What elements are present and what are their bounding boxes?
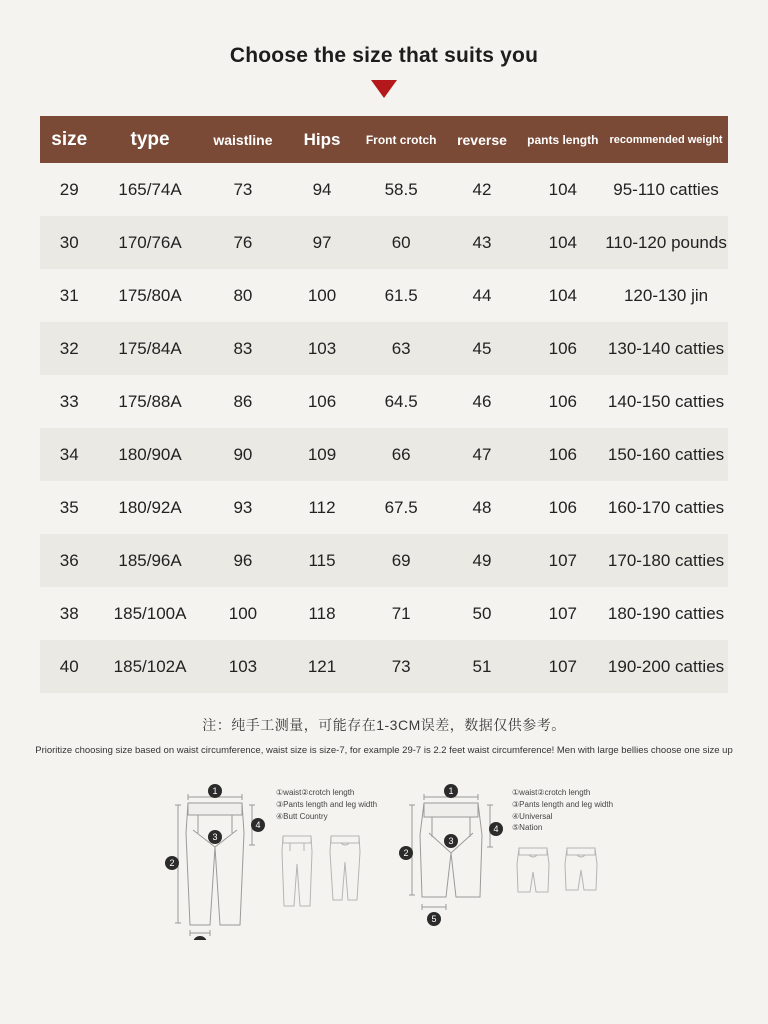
cell-size: 36 (40, 534, 98, 587)
long-pants-diagram-block (160, 775, 378, 940)
cell-reverse: 46 (442, 375, 521, 428)
cell-recommended-weight: 120-130 jin (604, 269, 728, 322)
note-english: Prioritize choosing size based on waist circumference, waist size is size-7, for example 29-7 is 2.2 feet waist circumference! Men with large bellies choose one size up (35, 745, 733, 756)
cell-recommended-weight: 110-120 pounds (604, 216, 728, 269)
cell-waistline: 80 (202, 269, 285, 322)
long-pants-mini-row (276, 830, 372, 910)
cell-type: 185/102A (98, 640, 201, 693)
column-header-hips: Hips (284, 116, 360, 163)
cell-recommended-weight: 160-170 catties (604, 481, 728, 534)
marker-3: 3 (448, 836, 454, 847)
cell-size: 35 (40, 481, 98, 534)
cell-hips: 100 (284, 269, 360, 322)
marker-1: 1 (448, 786, 454, 797)
legend-line-4: ⑤Nation (512, 823, 543, 833)
cell-type: 170/76A (98, 216, 201, 269)
cell-size: 29 (40, 163, 98, 216)
cell-hips: 112 (284, 481, 360, 534)
marker-5: 5 (431, 914, 437, 925)
cell-pants-length: 104 (522, 163, 605, 216)
cell-front-crotch: 58.5 (360, 163, 443, 216)
cell-front-crotch: 71 (360, 587, 443, 640)
column-header-type: type (98, 116, 201, 163)
table-row (40, 216, 728, 269)
table-row (40, 269, 728, 322)
cell-recommended-weight: 170-180 catties (604, 534, 728, 587)
marker-4: 4 (493, 824, 499, 835)
cell-front-crotch: 69 (360, 534, 443, 587)
marker-4: 4 (255, 820, 261, 831)
cell-hips: 109 (284, 428, 360, 481)
cell-recommended-weight: 190-200 catties (604, 640, 728, 693)
cell-pants-length: 104 (522, 216, 605, 269)
cell-pants-length: 106 (522, 375, 605, 428)
cell-recommended-weight: 140-150 catties (604, 375, 728, 428)
legend-line-1: ①waist②crotch length (276, 788, 355, 798)
cell-front-crotch: 73 (360, 640, 443, 693)
table-header-row (40, 116, 728, 163)
table-body (40, 163, 728, 693)
cell-hips: 121 (284, 640, 360, 693)
cell-hips: 118 (284, 587, 360, 640)
cell-type: 185/96A (98, 534, 201, 587)
cell-reverse: 50 (442, 587, 521, 640)
down-arrow-icon (371, 80, 397, 98)
cell-waistline: 76 (202, 216, 285, 269)
cell-type: 175/80A (98, 269, 201, 322)
size-table (40, 116, 728, 693)
legend-line-3: ④Butt Country (276, 811, 328, 821)
note-chinese: 注：纯手工测量，可能存在1-3CM误差，数据仅供参考。 (202, 717, 566, 733)
cell-waistline: 96 (202, 534, 285, 587)
cell-reverse: 49 (442, 534, 521, 587)
cell-reverse: 47 (442, 428, 521, 481)
down-arrow-icon-wrap (0, 80, 768, 102)
column-header-pants-length: pants length (522, 116, 605, 163)
cell-front-crotch: 66 (360, 428, 443, 481)
cell-pants-length: 107 (522, 587, 605, 640)
cell-type: 165/74A (98, 163, 201, 216)
mini-shorts-icon-a (512, 842, 554, 900)
long-pants-diagram-icon (160, 775, 270, 940)
marker-3: 3 (212, 832, 218, 843)
cell-hips: 103 (284, 322, 360, 375)
cell-pants-length: 107 (522, 534, 605, 587)
cell-pants-length: 106 (522, 481, 605, 534)
legend-line-3: ④Universal (512, 811, 553, 821)
cell-reverse: 51 (442, 640, 521, 693)
legend-line-2: ③Pants length and leg width (276, 799, 378, 809)
long-pants-legend (276, 775, 378, 910)
cell-type: 175/88A (98, 375, 201, 428)
mini-shorts-icon-b (560, 842, 602, 900)
cell-hips: 115 (284, 534, 360, 587)
cell-reverse: 42 (442, 163, 521, 216)
mini-pants-icon-b (324, 830, 366, 910)
cell-reverse: 48 (442, 481, 521, 534)
table-row (40, 640, 728, 693)
column-header-front-crotch: Front crotch (360, 116, 443, 163)
cell-recommended-weight: 95-110 catties (604, 163, 728, 216)
cell-pants-length: 106 (522, 428, 605, 481)
cell-type: 180/90A (98, 428, 201, 481)
shorts-mini-row (512, 842, 608, 900)
legend-line-1: ①waist②crotch length (512, 788, 591, 798)
cell-waistline: 103 (202, 640, 285, 693)
cell-recommended-weight: 150-160 catties (604, 428, 728, 481)
cell-reverse: 44 (442, 269, 521, 322)
marker-2: 2 (403, 848, 409, 859)
cell-recommended-weight: 180-190 catties (604, 587, 728, 640)
size-table-wrap (40, 116, 728, 693)
cell-waistline: 100 (202, 587, 285, 640)
column-header-recommended-weight: recommended weight (604, 116, 728, 163)
cell-type: 175/84A (98, 322, 201, 375)
cell-reverse: 45 (442, 322, 521, 375)
table-header (40, 116, 728, 163)
table-row (40, 322, 728, 375)
shorts-diagram-icon (396, 775, 506, 940)
marker-2: 2 (169, 858, 175, 869)
cell-size: 33 (40, 375, 98, 428)
shorts-diagram-block (396, 775, 614, 940)
cell-waistline: 73 (202, 163, 285, 216)
cell-hips: 97 (284, 216, 360, 269)
column-header-reverse: reverse (442, 116, 521, 163)
diagram-section (0, 775, 768, 940)
column-header-waistline: waistline (202, 116, 285, 163)
column-header-size: size (40, 116, 98, 163)
cell-size: 30 (40, 216, 98, 269)
cell-front-crotch: 67.5 (360, 481, 443, 534)
page-title: Choose the size that suits you (229, 44, 539, 67)
cell-size: 31 (40, 269, 98, 322)
cell-type: 180/92A (98, 481, 201, 534)
cell-waistline: 90 (202, 428, 285, 481)
cell-size: 32 (40, 322, 98, 375)
mini-pants-icon-a (276, 830, 318, 910)
cell-front-crotch: 64.5 (360, 375, 443, 428)
shorts-legend (512, 775, 614, 899)
table-row (40, 428, 728, 481)
cell-reverse: 43 (442, 216, 521, 269)
table-row (40, 481, 728, 534)
cell-size: 38 (40, 587, 98, 640)
cell-size: 34 (40, 428, 98, 481)
cell-front-crotch: 61.5 (360, 269, 443, 322)
cell-front-crotch: 60 (360, 216, 443, 269)
table-row (40, 163, 728, 216)
table-row (40, 587, 728, 640)
cell-pants-length: 106 (522, 322, 605, 375)
cell-hips: 106 (284, 375, 360, 428)
table-row (40, 534, 728, 587)
cell-front-crotch: 63 (360, 322, 443, 375)
cell-waistline: 93 (202, 481, 285, 534)
cell-waistline: 83 (202, 322, 285, 375)
cell-recommended-weight: 130-140 catties (604, 322, 728, 375)
legend-line-2: ③Pants length and leg width (512, 799, 614, 809)
cell-waistline: 86 (202, 375, 285, 428)
marker-1: 1 (212, 786, 218, 797)
table-row (40, 375, 728, 428)
cell-pants-length: 104 (522, 269, 605, 322)
cell-hips: 94 (284, 163, 360, 216)
cell-size: 40 (40, 640, 98, 693)
cell-pants-length: 107 (522, 640, 605, 693)
cell-type: 185/100A (98, 587, 201, 640)
